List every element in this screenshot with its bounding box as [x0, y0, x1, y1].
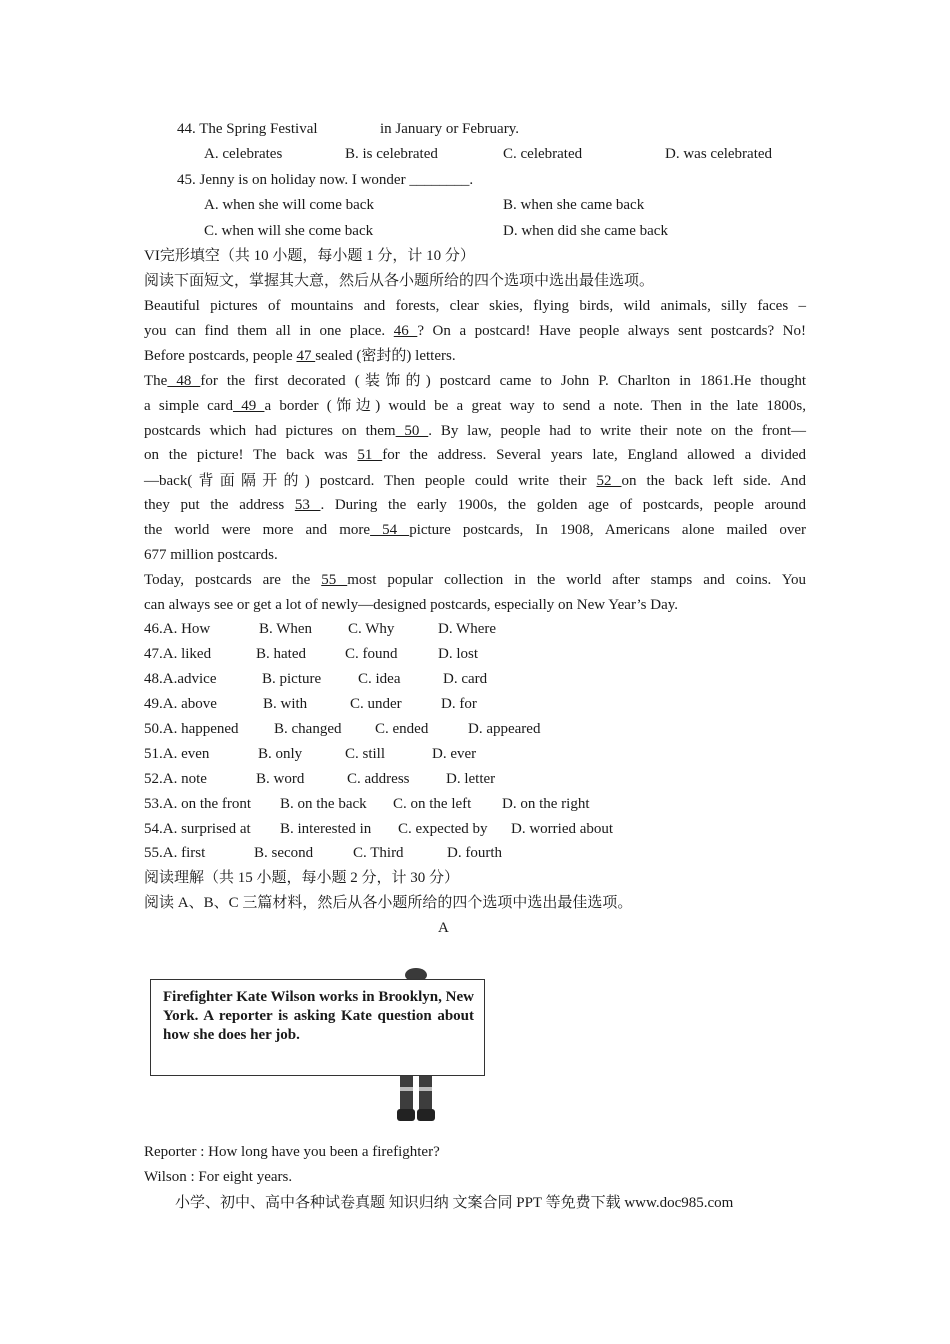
passage-line: can always see or get a lot of newly—designed postcards, especially on New Year’s Day. — [144, 597, 679, 613]
option: C. on the left — [393, 796, 472, 812]
option: C. address — [347, 771, 410, 787]
reading-instruction: 阅读 A、B、C 三篇材料，然后从各小题所给的四个选项中选出最佳选项。 — [144, 895, 633, 911]
option: D. fourth — [447, 845, 502, 861]
q44-option-a: A. celebrates — [204, 146, 283, 162]
q44-option-b: B. is celebrated — [345, 146, 438, 162]
option: C. under — [350, 696, 402, 712]
option: D. worried about — [511, 821, 614, 837]
option: C. Why — [348, 621, 395, 637]
option: B. second — [254, 845, 314, 861]
option: B. with — [263, 696, 308, 712]
intro-box — [150, 979, 485, 1076]
option: B. interested in — [280, 821, 372, 837]
passage-line: 677 million postcards. — [144, 547, 278, 563]
question-46: 46.A. How — [144, 621, 211, 637]
option: B. only — [258, 746, 303, 762]
question-48: 48.A.advice — [144, 671, 217, 687]
passage-line: Beautiful pictures of mountains and forests, clear skies, flying birds, wild animals, silly faces – — [144, 298, 806, 314]
passage-line: they put the address 53 . During the early 1900s, the golden age of postcards, people around — [144, 497, 807, 513]
option: C. ended — [375, 721, 429, 737]
question-55: 55.A. first — [144, 845, 206, 861]
q45-stem: 45. Jenny is on holiday now. I wonder ________. — [177, 172, 474, 188]
option: D. lost — [438, 646, 479, 662]
question-49: 49.A. above — [144, 696, 217, 712]
option: B. hated — [256, 646, 306, 662]
passage-line: —back(背面隔开的) postcard. Then people could write their 52 on the back left side. And — [144, 473, 807, 489]
question-53: 53.A. on the front — [144, 796, 252, 812]
section-label: A — [438, 920, 449, 936]
option: D. ever — [432, 746, 477, 762]
option: C. found — [345, 646, 398, 662]
blank-49: 49 — [232, 398, 265, 414]
blank-54: 54 — [370, 522, 410, 538]
passage-line: The 48 for the first decorated (装饰的) postcard came to John P. Charlton in 1861.He thought — [144, 373, 806, 389]
question-47: 47.A. liked — [144, 646, 212, 662]
blank-48: 48 — [167, 373, 201, 389]
cloze-heading: VI完形填空（共 10 小题，每小题 1 分，计 10 分） — [144, 248, 475, 264]
question-54: 54.A. surprised at — [144, 821, 251, 837]
q45-option-c: C. when will she come back — [204, 223, 374, 239]
blank-51: 51 — [357, 447, 383, 463]
option: C. still — [345, 746, 386, 762]
q45-option-d: D. when did she came back — [503, 223, 668, 239]
question-52: 52.A. note — [144, 771, 207, 787]
option: B. When — [259, 621, 313, 637]
option: D. card — [443, 671, 488, 687]
blank-53: 53 — [294, 497, 321, 513]
cloze-instruction: 阅读下面短文，掌握其大意，然后从各小题所给的四个选项中选出最佳选项。 — [144, 273, 655, 289]
reading-heading: 阅读理解（共 15 小题，每小题 2 分，计 30 分） — [144, 870, 460, 886]
blank-50: 50 — [395, 423, 429, 439]
option: D. letter — [446, 771, 496, 787]
q44-stem-start: 44. The Spring Festival — [177, 121, 318, 137]
passage-line: on the picture! The back was 51 for the address. Several years late, England allowed a divided — [144, 447, 807, 463]
passage-line: Before postcards, people 47 sealed (密封的) letters. — [144, 348, 456, 364]
question-51: 51.A. even — [144, 746, 210, 762]
dialogue-line: Reporter : How long have you been a firefighter? — [144, 1144, 440, 1160]
dialogue-line: Wilson : For eight years. — [144, 1169, 293, 1185]
option: C. expected by — [398, 821, 488, 837]
passage-line: the world were more and more 54 picture postcards, In 1908, Americans alone mailed over — [144, 522, 806, 538]
q44-stem-end: in January or February. — [380, 121, 519, 137]
option: D. Where — [438, 621, 497, 637]
intro-box-text: Firefighter Kate Wilson works in Brooklyn, New York. A reporter is asking Kate question about how she does her job. — [163, 989, 474, 1043]
passage-line: a simple card 49 a border (饰边) would be a great way to send a note. Then in the late 1800s, — [144, 398, 806, 414]
passage-line: Today, postcards are the 55 most popular collection in the world after stamps and coins. You — [144, 572, 807, 588]
question-50: 50.A. happened — [144, 721, 239, 737]
option: D. for — [441, 696, 477, 712]
page-footer: 小学、初中、高中各种试卷真题 知识归纳 文案合同 PPT 等免费下载 www.doc985.com — [175, 1195, 734, 1211]
blank-55: 55 — [321, 572, 348, 588]
option: D. appeared — [468, 721, 541, 737]
q44-option-d: D. was celebrated — [665, 146, 773, 162]
q45-option-a: A. when she will come back — [204, 197, 374, 213]
passage-line: you can find them all in one place. 46 ? On a postcard! Have people always sent postcards? No! — [144, 323, 807, 339]
option: B. picture — [262, 671, 322, 687]
blank-46: 46 — [393, 323, 418, 339]
option: D. on the right — [502, 796, 590, 812]
blank-47: 47 — [296, 348, 316, 364]
option: C. idea — [358, 671, 401, 687]
option: C. Third — [353, 845, 404, 861]
q44-option-c: C. celebrated — [503, 146, 583, 162]
option: B. on the back — [280, 796, 367, 812]
blank-52: 52 — [596, 473, 622, 489]
option: B. word — [256, 771, 305, 787]
option: B. changed — [274, 721, 342, 737]
passage-line: postcards which had pictures on them 50 . By law, people had to write their note on the front— — [144, 423, 806, 439]
q45-option-b: B. when she came back — [503, 197, 645, 213]
